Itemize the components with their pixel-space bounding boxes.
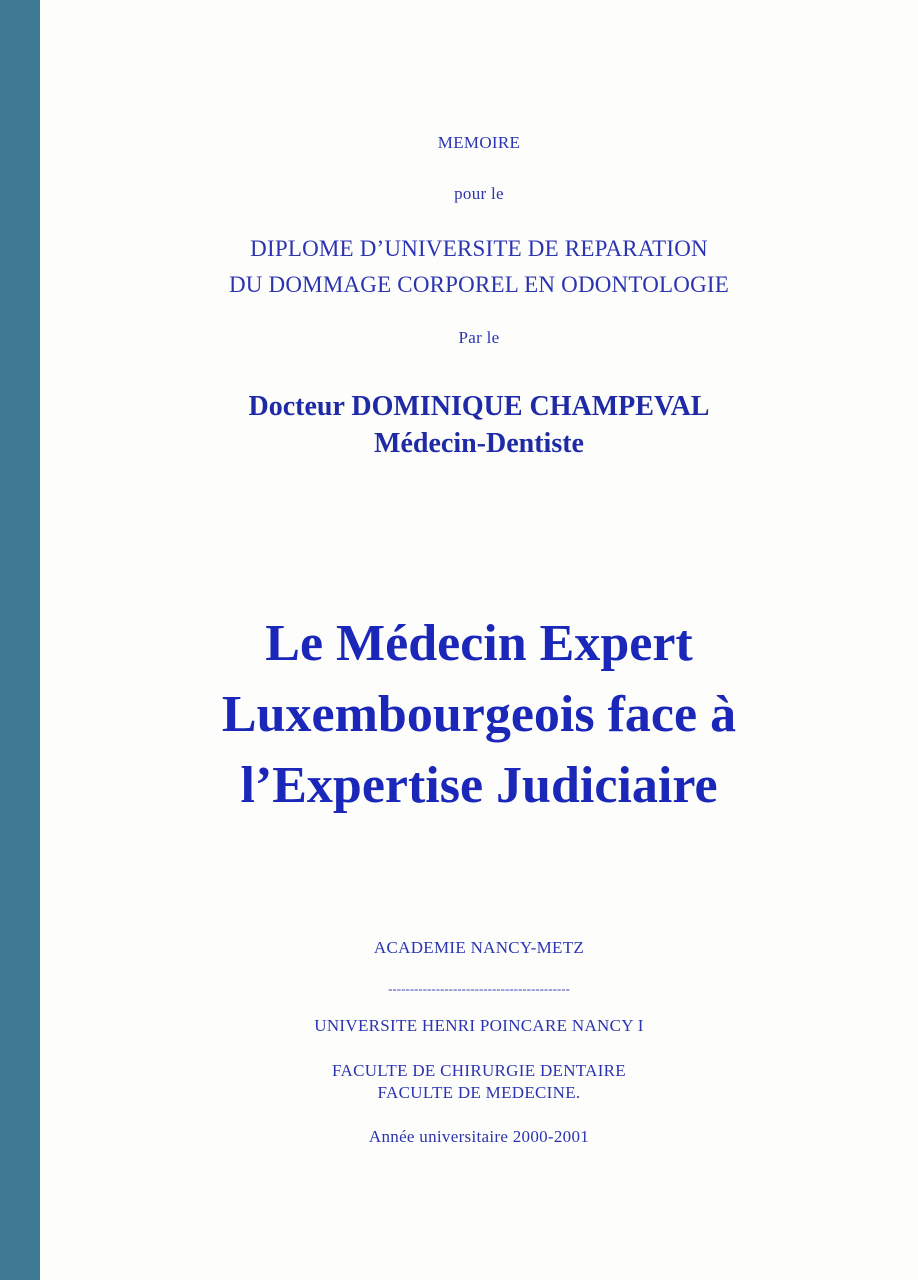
faculte-medecine-label: FACULTE DE MEDECINE. xyxy=(377,1083,581,1102)
diploma-line-1: DIPLOME D’UNIVERSITE DE REPARATION xyxy=(250,236,708,261)
separator: ------------------------------------------ xyxy=(388,981,570,996)
title-line-2: Luxembourgeois face à xyxy=(221,686,737,743)
binding-spine xyxy=(0,0,40,1280)
diploma-line-2: DU DOMMAGE CORPOREL EN ODONTOLOGIE xyxy=(228,272,729,297)
author-name: Docteur DOMINIQUE CHAMPEVAL xyxy=(248,391,710,422)
title-line-3: l’Expertise Judiciaire xyxy=(240,757,718,814)
author-role: Médecin-Dentiste xyxy=(374,428,584,459)
memoire-label: MEMOIRE xyxy=(437,133,521,152)
faculte-chirurgie-label: FACULTE DE CHIRURGIE DENTAIRE xyxy=(332,1061,626,1080)
annee-label: Année universitaire 2000-2001 xyxy=(368,1127,590,1146)
universite-label: UNIVERSITE HENRI POINCARE NANCY I xyxy=(314,1016,644,1035)
pour-le-label: pour le xyxy=(454,184,504,203)
academie-label: ACADEMIE NANCY-METZ xyxy=(373,938,585,957)
title-line-1: Le Médecin Expert xyxy=(265,615,693,672)
par-le-label: Par le xyxy=(458,328,500,347)
